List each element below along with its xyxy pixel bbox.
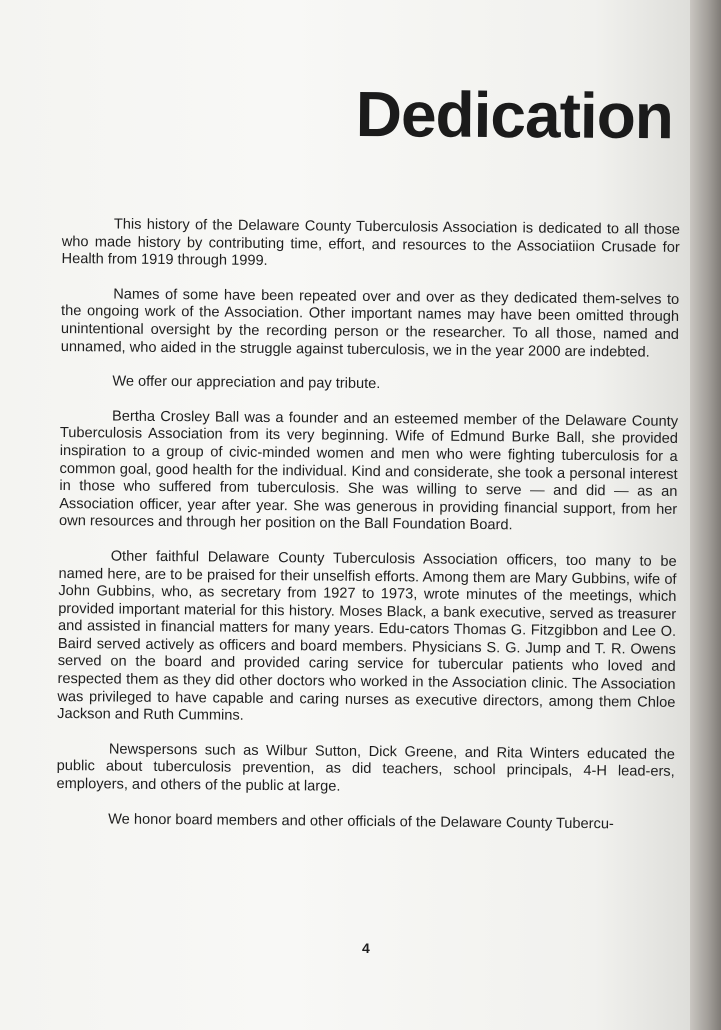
paragraph-officers: Other faithful Delaware County Tuberculosis Association officers, too many to be named here, are to be praised for their unselfish efforts. Among them are Mary Gubbins, wife of John Gubbins, who, as secretary from 1927 to 1973, wrote minutes of the meetings, which provided important material for this history. Moses Black, a bank executive, served as treasurer and assisted in financial matters for many years. Edu-cators Thomas G. Fitzgibbon and Lee O. Baird served actively as officers and board members. Physicians S. G. Jump and T. R. Owens served on the board and provided caring service for tubercular patients who loved and respected them as they did other doctors who worked in the Association clinic. The Association was privileged to have capable and caring nurses as executive directors, among them Chloe Jackson and Ruth Cummins.	[57, 548, 677, 725]
paragraph-names: Names of some have been repeated over and over as they dedicated them-selves to the ongoing work of the Association. Other important names may have been omitted through unintentional oversight by the recording person or the researcher. To all those, named and unnamed, who aided in the struggle against tuberculosis, we in the year 2000 are indebted.	[60, 286, 680, 361]
page-number: 4	[362, 940, 370, 956]
paragraph-newspersons: Newspersons such as Wilbur Sutton, Dick Greene, and Rita Winters educated the public about tuberculosis prevention, as did teachers, school principals, 4-H lead-ers, employers, and others of the public at large.	[56, 741, 675, 795]
dedication-body	[56, 216, 680, 851]
paragraph-intro: This history of the Delaware County Tuberculosis Association is dedicated to all those who made history by contributing time, effort, and resources to the Associatiion Crusade for Health from 1919 through 1999.	[61, 216, 680, 270]
paragraph-board-members: We honor board members and other officials of the Delaware County Tubercu-	[108, 811, 614, 832]
paragraph-tribute: We offer our appreciation and pay tribute.	[112, 373, 381, 393]
page-title: Dedication	[355, 78, 674, 153]
paragraph-bertha-ball: Bertha Crosley Ball was a founder and an esteemed member of the Delaware County Tuberculosis Association from its very beginning. Wife of Edmund Burke Ball, she provided inspiration to a group of civic-minded women and men who were fighting tuberculosis for a common goal, good health for the individual. Kind and considerate, she took a personal interest in those who suffered from tuberculosis. She was willing to serve — and did — as an Association officer, year after year. She was generous in providing financial support, from her own resources and through her position on the Ball Foundation Board.	[58, 408, 679, 534]
page-edge-shadow	[690, 0, 721, 1030]
